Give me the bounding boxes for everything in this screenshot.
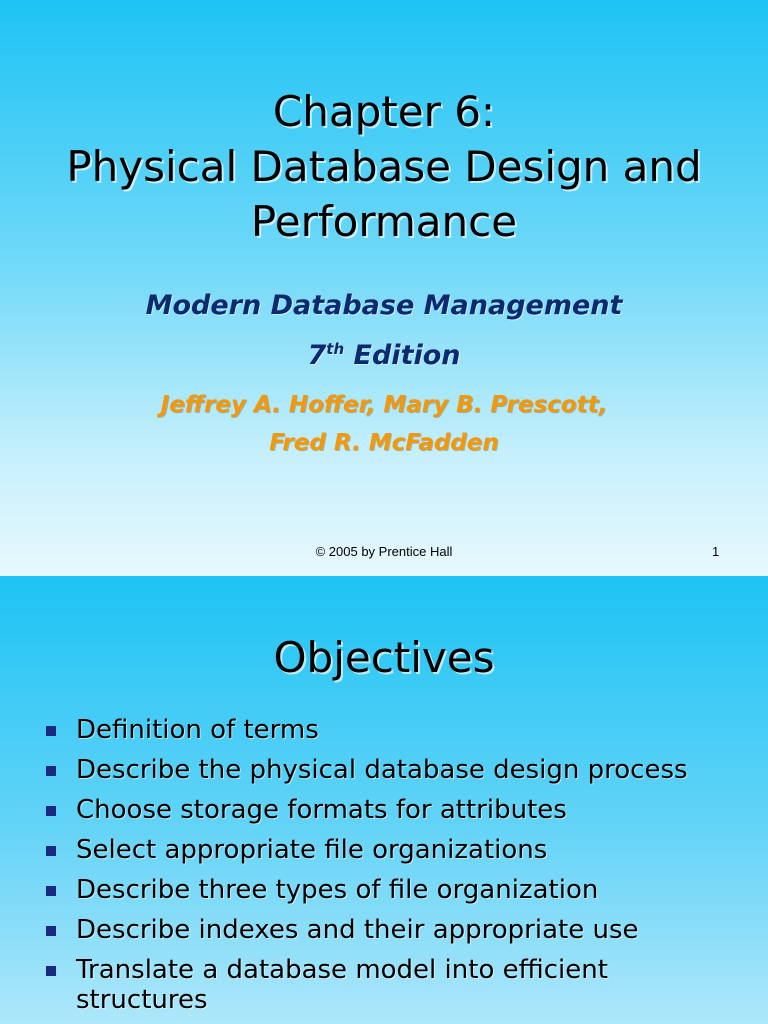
bullet-square-icon — [46, 966, 56, 976]
list-item — [0, 710, 768, 750]
objectives-list — [0, 710, 768, 1015]
slide-title-line-1: Chapter 6: — [272, 87, 496, 136]
list-item — [0, 870, 768, 910]
list-item-text: Select appropriate file organizations — [76, 835, 548, 865]
list-item-text: Describe three types of file organization — [76, 875, 599, 905]
list-item-text: Definition of terms — [76, 715, 319, 745]
list-item — [0, 790, 768, 830]
list-item — [0, 950, 768, 1015]
authors-line-1: Jeffrey A. Hoffer, Mary B. Prescott, — [160, 392, 608, 418]
objectives-title: Objectives — [273, 633, 495, 682]
slide-title-line-3: Performance — [250, 197, 518, 246]
list-item-text: Choose storage formats for attributes — [76, 795, 567, 825]
book-title: Modern Database Management — [145, 290, 623, 321]
copyright-footer: © 2005 by Prentice Hall — [315, 544, 453, 559]
authors-line-2: Fred R. McFadden — [269, 430, 499, 456]
list-item — [0, 750, 768, 790]
list-item — [0, 910, 768, 950]
page-number: 1 — [712, 544, 720, 559]
bullet-square-icon — [46, 926, 56, 936]
list-item-text: Describe indexes and their appropriate use — [76, 915, 639, 945]
edition-number: 7 — [307, 340, 327, 371]
edition — [0, 340, 768, 371]
bullet-square-icon — [46, 766, 56, 776]
bullet-square-icon — [46, 846, 56, 856]
slide-title-line-2: Physical Database Design and — [66, 142, 702, 191]
list-item — [0, 830, 768, 870]
edition-word: Edition — [344, 340, 461, 371]
list-item-text: Translate a database model into efficient structures — [76, 955, 608, 1015]
bullet-square-icon — [46, 806, 56, 816]
slide-2 — [0, 576, 768, 1024]
bullet-square-icon — [46, 886, 56, 896]
list-item-text: Describe the physical database design process — [76, 755, 688, 785]
edition-suffix: th — [326, 340, 345, 358]
bullet-square-icon — [46, 726, 56, 736]
